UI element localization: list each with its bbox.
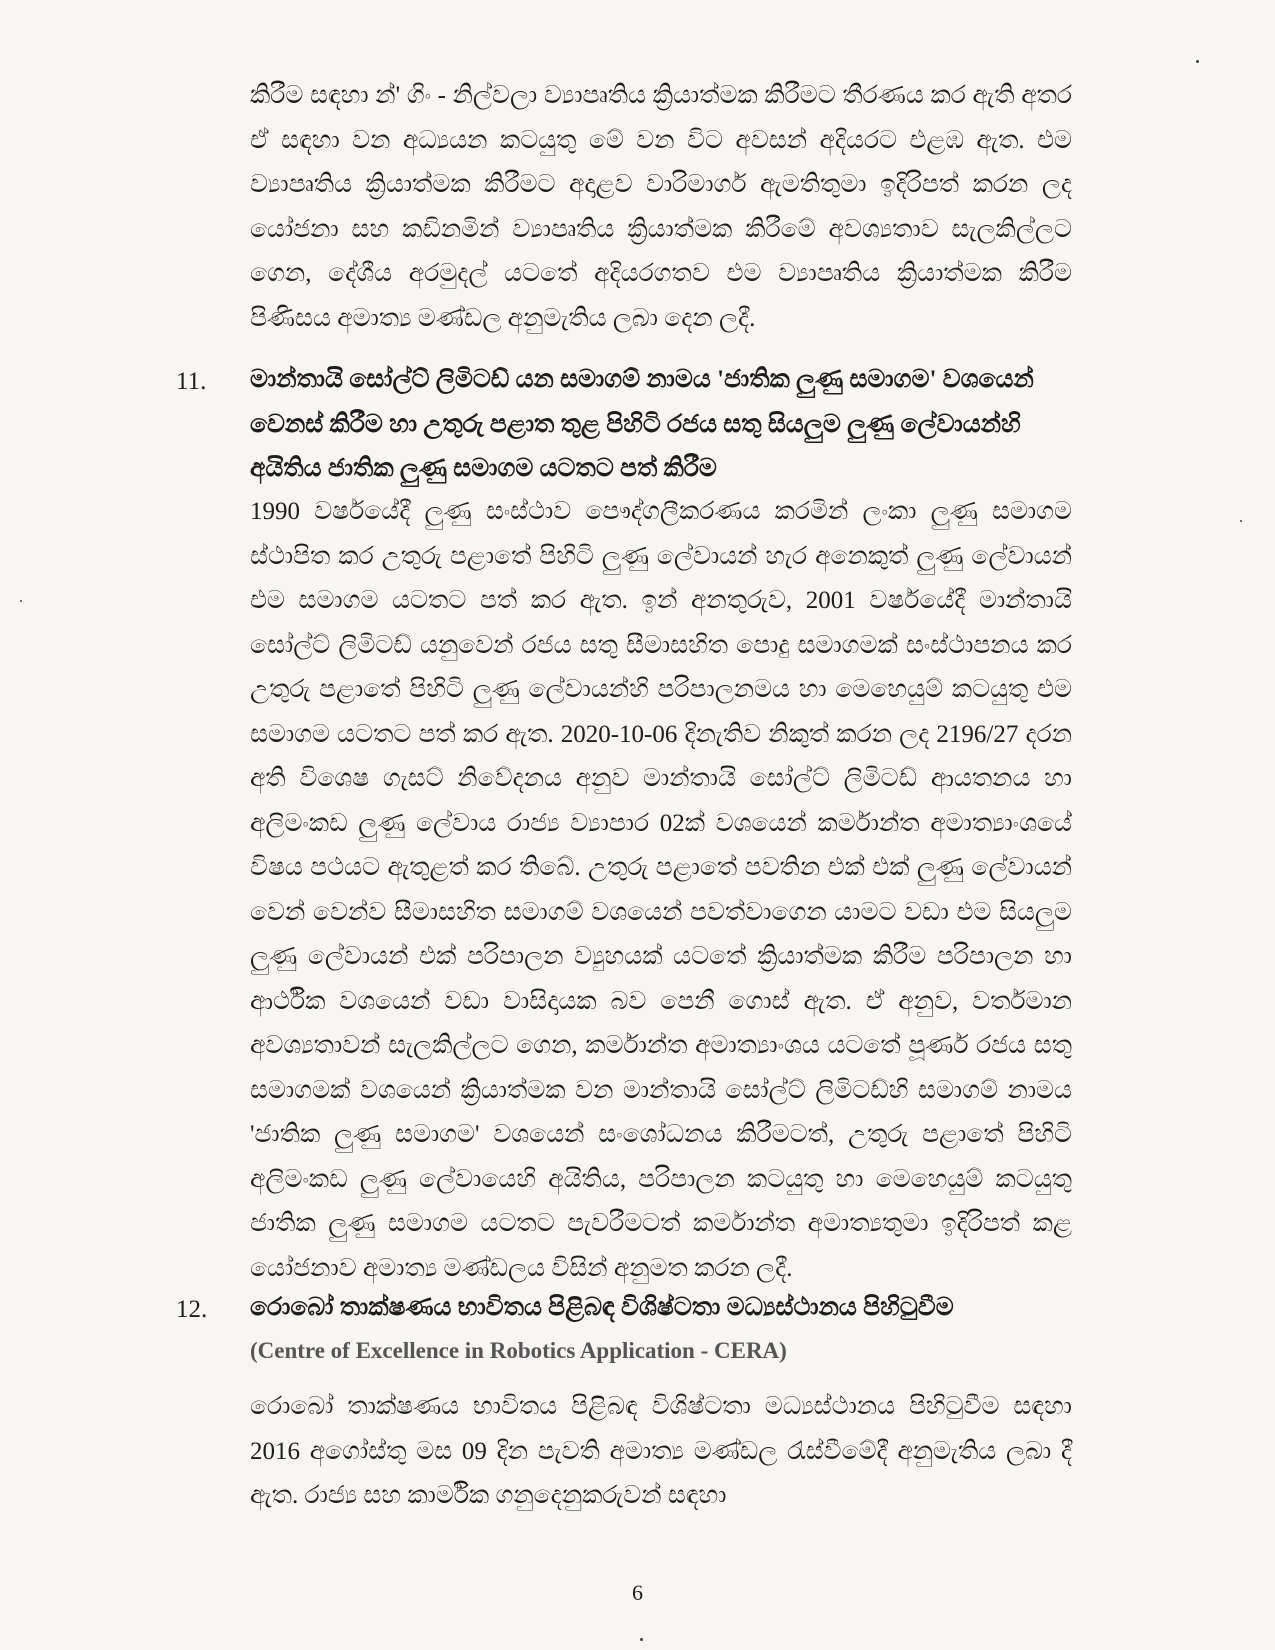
item-12-title: රොබෝ තාක්ෂණය භාවිතය පිළිබඳ විශිෂ්ටතා මධ්‍යස්ථානය පිහිටුවීම xyxy=(250,1294,954,1321)
item-11-title: මාන්තායි සෝල්ට් ලිමිටඩ් යන සමාගම් නාමය 'ජාතික ලුණු සමාගම' වශයෙන් වෙනස් කිරීම හා උතුරු පළාත තුළ පිහිටි රජය සතු සියලුම ලුණු ලේවායන්හි අයිතිය ජාතික ලුණු සමාගම යටතට පත් කිරීම xyxy=(250,366,1034,482)
item-11-body: 1990 වර්ෂයේදී ලුණු සංස්ථාව පෞද්ගලීකරණය කරමින් ලංකා ලුණු සමාගම ස්ථාපිත කර උතුරු පළාතේ පිහිටි ලුණු ලේවායන් හැර අනෙකුත් ලුණු ලේවායන් එම සමාගම යටතට පත් කර ඇත. ඉන් අනතුරුව, 2001 වර්ෂයේදී මාන්තායි සෝල්ට් ලිමිටඩ් යනුවෙන් රජය සතු සීමාසහිත පොදු සමාගමක් සංස්ථාපනය කර උතුරු පළාතේ පිහිටි ලුණු ලේවායන්හි පරිපාලනමය හා මෙහෙයුම් කටයුතු එම සමාගම යටතට පත් කර ඇත. 2020-10-06 දිනැතිව නිකුත් කරන ලද 2196/27 දරන අති විශෙෂ ගැසට් නිවේදනය අනුව මාන්තායි සෝල්ට් ලිමිටඩ් ආයතනය හා අලිමංකඩ ලුණු ලේවාය රාජ්‍ය ව්‍යාපාර 02ක් වශයෙන් කර්මාන්ත අමාත්‍යාංශයේ විෂය පථයට ඇතුළත් කර තිබේ. උතුරු පළාතේ පවතින එක් එක් ලුණු ලේවායන් වෙන් වෙන්ව සීමාසහිත සමාගම් වශයෙන් පවත්වාගෙන යාමට වඩා එම සියලුම ලුණු ලේවායන් එක් පරිපාලන ව්‍යුහයක් යටතේ ක්‍රියාත්මක කිරීම පරිපාලන හා ආර්ථික වශයෙන් වඩා වාසිදායක බව පෙනී ගොස් ඇත. ඒ අනුව, වර්තමාන අවශ්‍යතාවන් සැලකිල්ලට ගෙන, කර්මාන්ත අමාත්‍යාංශය යටතේ පූර්ණ රජය සතු සමාගමක් වශයෙන් ක්‍රියාත්මක වන මාන්තායි සෝල්ට් ලිමිටඩ්හි සමාගම් නාමය 'ජාතික ලුණු සමාගම' වශයෙන් සංශෝධනය කිරීමටත්, උතුරු පළාතේ පිහිටි අලිමංකඩ ලුණු ලේවායෙහි අයිතිය, පරිපාලන කටයුතු හා මෙහෙයුම් කටයුතු ජාතික ලුණු සමාගම යටතට පැවරීමටත් කර්මාන්ත අමාත්‍යතුමා ඉදිරිපත් කළ යෝජනාව අමාත්‍ය මණ්ඩලය විසින් අනුමත කරන ලදී. xyxy=(250,498,1072,1282)
scan-speck xyxy=(20,600,22,602)
continuation-paragraph: කිරීම සඳහා න්' ගිං - නිල්වලා ව්‍යාපෘතිය ක්‍රියාත්මක කිරීමට තීරණය කර ඇති අතර ඒ සඳහා වන අධ්‍යයන කටයුතු මේ වන විට අවසන් අදියරට එළඹ ඇත. එම ව්‍යාපෘතිය ක්‍රියාත්මක කිරීමට අදාළව වාරිමාර්ග ඇමතිතුමා ඉදිරිපත් කරන ලද යෝජනා සහ කඩිනමින් ව්‍යාපෘතිය ක්‍රියාත්මක කිරීමේ අවශ්‍යතාව සැලකිල්ලට ගෙන, දේශීය අරමුදල් යටතේ අදියරගතව එම ව්‍යාපෘතිය ක්‍රියාත්මක කිරීම පිණිසය අමාත්‍ය මණ්ඩල අනුමැතිය ලබා දෙන ලදී. xyxy=(250,82,1072,332)
item-12-body: රොබෝ තාක්ෂණය භාවිතය පිළිබඳ විශිෂ්ටතා මධ්‍යස්ථානය පිහිටුවීම සඳහා 2016 අගෝස්තු මස 09 දින පැවති අමාත්‍ය මණ්ඩල රැස්වීමේදී අනුමැතිය ලබා දී ඇත. රාජ්‍ය සහ කාර්මික ගනුදෙනුකරුවන් සඳහා xyxy=(250,1393,1072,1509)
item-12-subtitle: (Centre of Excellence in Robotics Application - CERA) xyxy=(250,1338,787,1363)
scan-speck xyxy=(640,1638,643,1641)
item-12-number: 12. xyxy=(176,1296,208,1323)
scan-speck xyxy=(1240,520,1242,522)
item-11-number: 11. xyxy=(176,368,207,395)
scan-speck xyxy=(1196,60,1199,63)
page-number: 6 xyxy=(632,1580,643,1605)
